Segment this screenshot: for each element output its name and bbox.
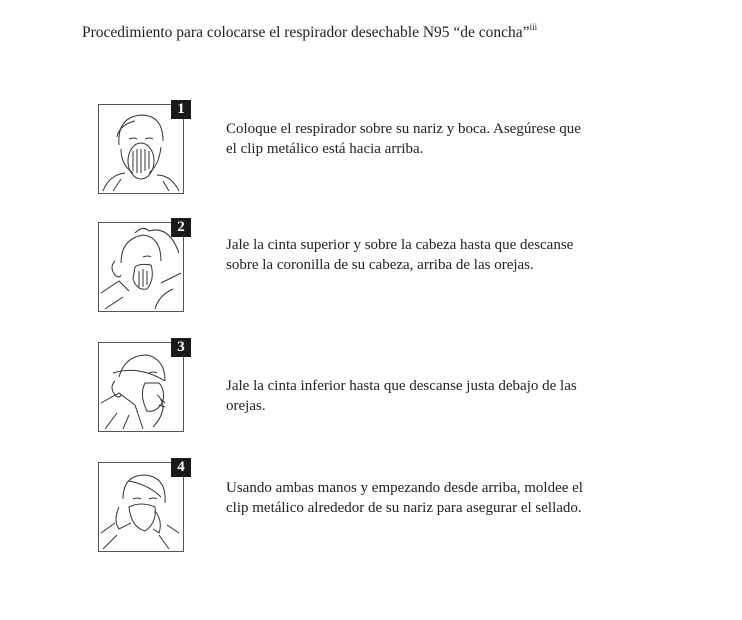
page-title <box>82 22 537 42</box>
person-pulling-top-strap-illustration <box>98 219 185 312</box>
step-number-badge: 3 <box>171 338 191 357</box>
instruction-line: el clip metálico está hacia arriba. <box>226 141 424 157</box>
person-molding-nose-clip-illustration <box>98 459 185 552</box>
title-text: Procedimiento para colocarse el respirador desechable N95 “de concha” <box>82 24 530 41</box>
instruction-line: clip metálico alrededor de su nariz para asegurar el sellado. <box>226 500 582 516</box>
step-4 <box>0 456 742 566</box>
person-placing-respirator-illustration <box>98 101 185 194</box>
step-instruction <box>226 478 646 518</box>
step-1 <box>0 98 742 208</box>
instruction-line: Coloque el respirador sobre su nariz y boca. Asegúrese que <box>226 121 581 137</box>
step-instruction <box>226 119 646 159</box>
person-pulling-bottom-strap-illustration <box>98 339 185 432</box>
instruction-line: Jale la cinta inferior hasta que descanse justa debajo de las <box>226 378 577 394</box>
instruction-line: Usando ambas manos y empezando desde arriba, moldee el <box>226 480 583 496</box>
step-2 <box>0 216 742 326</box>
footnote-marker: iii <box>529 22 538 32</box>
step-number-badge: 2 <box>171 218 191 237</box>
instruction-line: Jale la cinta superior y sobre la cabeza hasta que descanse <box>226 237 574 253</box>
step-number-badge: 4 <box>171 458 191 477</box>
instruction-line: orejas. <box>226 398 266 414</box>
step-3 <box>0 336 742 446</box>
step-number-badge: 1 <box>171 100 191 119</box>
step-instruction <box>226 235 646 275</box>
instruction-line: sobre la coronilla de su cabeza, arriba de las orejas. <box>226 257 534 273</box>
step-instruction <box>226 376 646 416</box>
